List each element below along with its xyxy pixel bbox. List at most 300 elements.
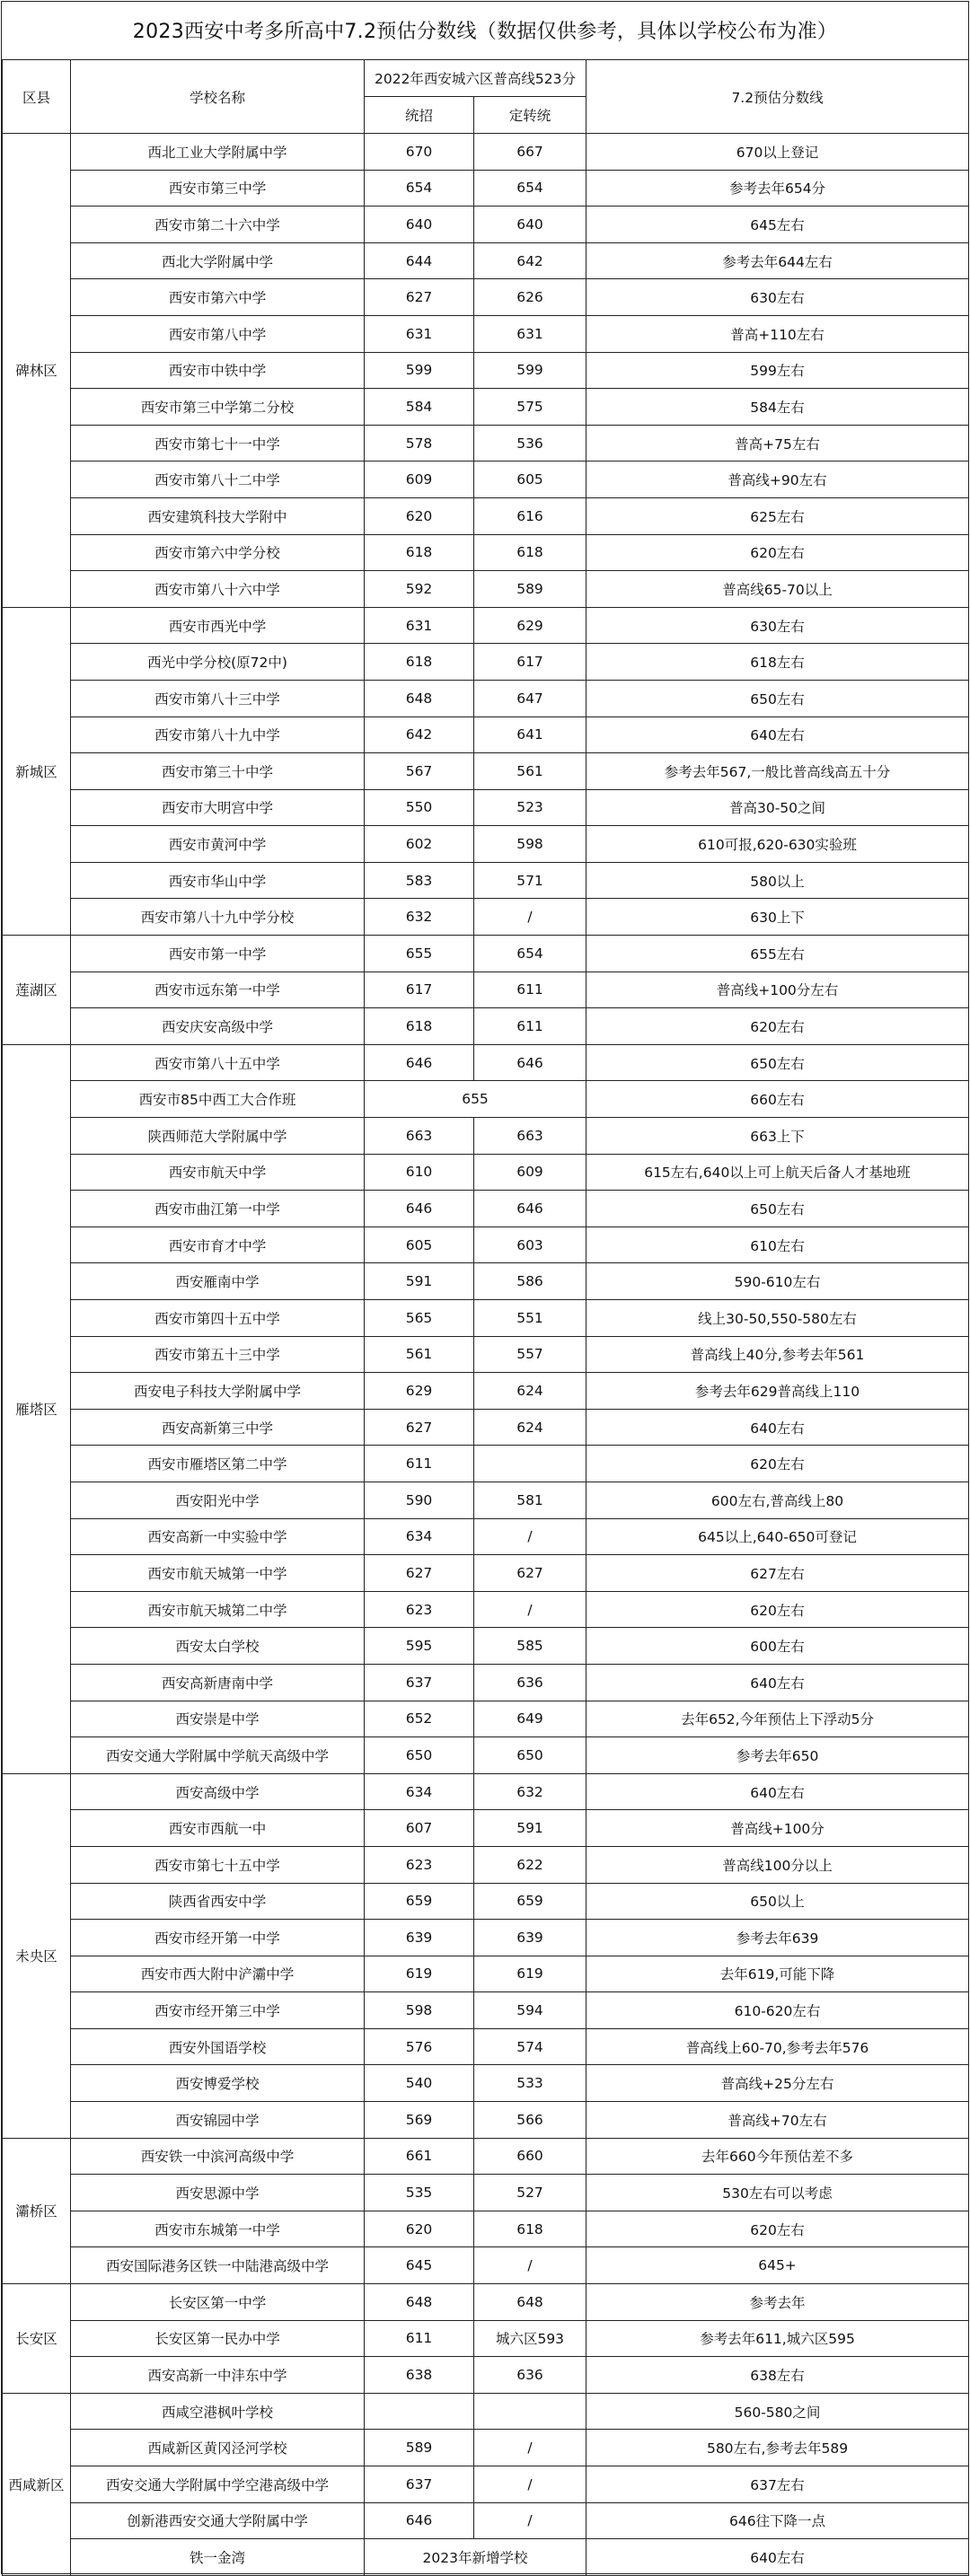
table-row: [3, 2175, 969, 2211]
dingzhuantong-score-cell: 594: [474, 1992, 586, 2029]
school-name-cell: 西安市第三十中学: [71, 753, 365, 790]
tongzhao-score-cell: 645: [365, 2247, 474, 2284]
header-estimate: 7.2预估分数线: [586, 60, 969, 134]
school-name-cell: 西安市航天城第二中学: [71, 1591, 365, 1628]
school-name-cell: 西安市第八中学: [71, 315, 365, 352]
tongzhao-score-cell: 632: [365, 899, 474, 936]
tongzhao-score-cell: 619: [365, 1956, 474, 1992]
dingzhuantong-score-cell: 618: [474, 2211, 586, 2247]
school-name-cell: 西北工业大学附属中学: [71, 134, 365, 171]
table-row: [3, 2393, 969, 2430]
tongzhao-score-cell: 638: [365, 2357, 474, 2394]
school-name-cell: 西安市第七十五中学: [71, 1846, 365, 1883]
dingzhuantong-score-cell: 611: [474, 1008, 586, 1045]
tongzhao-score-cell: 655: [365, 936, 474, 972]
estimate-cell: 645+: [586, 2247, 969, 2284]
tongzhao-score-cell: 589: [365, 2430, 474, 2466]
tongzhao-score-cell: 611: [365, 2320, 474, 2357]
tongzhao-score-cell: 646: [365, 2502, 474, 2539]
dingzhuantong-score-cell: 624: [474, 1373, 586, 1410]
tongzhao-score-cell: 618: [365, 534, 474, 571]
dingzhuantong-score-cell: 641: [474, 717, 586, 753]
tongzhao-score-cell: 627: [365, 279, 474, 316]
school-name-cell: 西北大学附属中学: [71, 242, 365, 279]
merged-score-cell: 2023年新增学校: [365, 2539, 586, 2576]
tongzhao-score-cell: 583: [365, 862, 474, 899]
school-name-cell: 长安区第一民办中学: [71, 2320, 365, 2357]
dingzhuantong-score-cell: 603: [474, 1226, 586, 1263]
table-row: [3, 315, 969, 352]
estimate-cell: 640左右: [586, 1409, 969, 1446]
tongzhao-score-cell: 623: [365, 1591, 474, 1628]
estimate-cell: 普高线+90左右: [586, 462, 969, 498]
tongzhao-score-cell: 650: [365, 1737, 474, 1774]
estimate-cell: 620左右: [586, 534, 969, 571]
school-name-cell: 西安市东城第一中学: [71, 2211, 365, 2247]
tongzhao-score-cell: 634: [365, 1773, 474, 1810]
school-name-cell: 西安市第四十五中学: [71, 1300, 365, 1337]
table-row: [3, 1883, 969, 1920]
school-name-cell: 西安市经开第一中学: [71, 1920, 365, 1956]
district-cell: 碑林区: [3, 134, 71, 608]
table-row: [3, 2065, 969, 2102]
estimate-cell: 参考去年629普高线上110: [586, 1373, 969, 1410]
tongzhao-score-cell: 631: [365, 315, 474, 352]
table-row: [3, 1628, 969, 1665]
tongzhao-score-cell: 602: [365, 826, 474, 863]
estimate-cell: 620左右: [586, 2211, 969, 2247]
estimate-cell: 650左右: [586, 1044, 969, 1081]
school-name-cell: 西安市第八十二中学: [71, 462, 365, 498]
table-row: [3, 2284, 969, 2321]
dingzhuantong-score-cell: 667: [474, 134, 586, 171]
tongzhao-score-cell: 627: [365, 1555, 474, 1592]
table-row: [3, 1773, 969, 1810]
dingzhuantong-score-cell: 646: [474, 1191, 586, 1227]
tongzhao-score-cell: 648: [365, 2284, 474, 2321]
estimate-cell: 640左右: [586, 2539, 969, 2576]
dingzhuantong-score-cell: 586: [474, 1263, 586, 1300]
school-name-cell: 西安市大明宫中学: [71, 789, 365, 826]
tongzhao-score-cell: 648: [365, 680, 474, 717]
school-name-cell: 西安市曲江第一中学: [71, 1191, 365, 1227]
estimate-cell: 627左右: [586, 1555, 969, 1592]
dingzhuantong-score-cell: 632: [474, 1773, 586, 1810]
table-row: [3, 1920, 969, 1956]
tongzhao-score-cell: 590: [365, 1481, 474, 1518]
table-row: [3, 2028, 969, 2065]
dingzhuantong-score-cell: /: [474, 2247, 586, 2284]
table-row: [3, 971, 969, 1008]
school-name-cell: 西安市第一中学: [71, 936, 365, 972]
tongzhao-score-cell: 642: [365, 717, 474, 753]
table-row: [3, 2211, 969, 2247]
dingzhuantong-score-cell: /: [474, 1518, 586, 1555]
school-name-cell: 西安市西大附中浐灞中学: [71, 1956, 365, 1992]
dingzhuantong-score-cell: 640: [474, 207, 586, 243]
school-name-cell: 西安市第三中学第二分校: [71, 389, 365, 426]
dingzhuantong-score-cell: 622: [474, 1846, 586, 1883]
table-row: [3, 789, 969, 826]
tongzhao-score-cell: 639: [365, 1920, 474, 1956]
school-name-cell: 长安区第一中学: [71, 2284, 365, 2321]
estimate-cell: 600左右: [586, 1628, 969, 1665]
table-row: [3, 2466, 969, 2503]
dingzhuantong-score-cell: 654: [474, 936, 586, 972]
dingzhuantong-score-cell: 659: [474, 1883, 586, 1920]
school-name-cell: 西安市第三中学: [71, 170, 365, 207]
school-name-cell: 陕西师范大学附属中学: [71, 1118, 365, 1155]
estimate-cell: 普高线+25分左右: [586, 2065, 969, 2102]
tongzhao-score-cell: 646: [365, 1044, 474, 1081]
school-name-cell: 西安市中铁中学: [71, 352, 365, 389]
estimate-cell: 普高线上60-70,参考去年576: [586, 2028, 969, 2065]
table-row: [3, 462, 969, 498]
estimate-cell: 580左右,参考去年589: [586, 2430, 969, 2466]
tongzhao-score-cell: 646: [365, 1191, 474, 1227]
table-row: [3, 571, 969, 608]
dingzhuantong-score-cell: 647: [474, 680, 586, 717]
tongzhao-score-cell: 654: [365, 170, 474, 207]
dingzhuantong-score-cell: 561: [474, 753, 586, 790]
school-name-cell: 西安市航天中学: [71, 1154, 365, 1191]
tongzhao-score-cell: 584: [365, 389, 474, 426]
table-row: [3, 2138, 969, 2175]
table-row: [3, 1481, 969, 1518]
table-row: [3, 170, 969, 207]
tongzhao-score-cell: 629: [365, 1373, 474, 1410]
dingzhuantong-score-cell: 605: [474, 462, 586, 498]
estimate-cell: 640左右: [586, 1664, 969, 1701]
table-row: [3, 1044, 969, 1081]
tongzhao-score-cell: 652: [365, 1701, 474, 1737]
estimate-cell: 610-620左右: [586, 1992, 969, 2029]
table-row: [3, 1992, 969, 2029]
table-row: [3, 1081, 969, 1118]
table-row: [3, 717, 969, 753]
table-row: [3, 753, 969, 790]
estimate-cell: 638左右: [586, 2357, 969, 2394]
school-name-cell: 西安阳光中学: [71, 1481, 365, 1518]
tongzhao-score-cell: 567: [365, 753, 474, 790]
dingzhuantong-score-cell: 631: [474, 315, 586, 352]
school-name-cell: 西安博爱学校: [71, 2065, 365, 2102]
estimate-cell: 参考去年611,城六区595: [586, 2320, 969, 2357]
school-name-cell: 西安市第六中学: [71, 279, 365, 316]
dingzhuantong-score-cell: /: [474, 2466, 586, 2503]
school-name-cell: 西安市华山中学: [71, 862, 365, 899]
estimate-cell: 参考去年567,一般比普高线高五十分: [586, 753, 969, 790]
estimate-cell: 去年652,今年预估上下浮动5分: [586, 1701, 969, 1737]
tongzhao-score-cell: 576: [365, 2028, 474, 2065]
estimate-cell: 663上下: [586, 1118, 969, 1155]
table-row: [3, 497, 969, 534]
estimate-cell: 普高线+100分: [586, 1810, 969, 1847]
table-row: [3, 1591, 969, 1628]
tongzhao-score-cell: 644: [365, 242, 474, 279]
table-row: [3, 352, 969, 389]
table-row: [3, 1336, 969, 1373]
dingzhuantong-score-cell: 616: [474, 497, 586, 534]
tongzhao-score-cell: 627: [365, 1409, 474, 1446]
table-row: [3, 2102, 969, 2139]
header-tongzhao: 统招: [365, 97, 474, 134]
school-name-cell: 西安高新一中沣东中学: [71, 2357, 365, 2394]
dingzhuantong-score-cell: 627: [474, 1555, 586, 1592]
table-row: [3, 1956, 969, 1992]
estimate-cell: 普高线+100分左右: [586, 971, 969, 1008]
school-name-cell: 西安市第二十六中学: [71, 207, 365, 243]
dingzhuantong-score-cell: 660: [474, 2138, 586, 2175]
dingzhuantong-score-cell: 551: [474, 1300, 586, 1337]
tongzhao-score-cell: 611: [365, 1446, 474, 1482]
estimate-cell: 620左右: [586, 1008, 969, 1045]
estimate-cell: 660左右: [586, 1081, 969, 1118]
table-row: [3, 2430, 969, 2466]
school-name-cell: 西安市育才中学: [71, 1226, 365, 1263]
tongzhao-score-cell: 592: [365, 571, 474, 608]
table-row: [3, 207, 969, 243]
estimate-cell: 普高线100分以上: [586, 1846, 969, 1883]
table-row: [3, 425, 969, 462]
table-row: [3, 1664, 969, 1701]
tongzhao-score-cell: 609: [365, 462, 474, 498]
table-row: [3, 134, 969, 171]
estimate-cell: 去年619,可能下降: [586, 1956, 969, 1992]
dingzhuantong-score-cell: 609: [474, 1154, 586, 1191]
estimate-cell: 580以上: [586, 862, 969, 899]
tongzhao-score-cell: 670: [365, 134, 474, 171]
tongzhao-score-cell: 561: [365, 1336, 474, 1373]
dingzhuantong-score-cell: 598: [474, 826, 586, 863]
dingzhuantong-score-cell: 523: [474, 789, 586, 826]
dingzhuantong-score-cell: 571: [474, 862, 586, 899]
school-name-cell: 西安市第八十六中学: [71, 571, 365, 608]
school-name-cell: 西安铁一中滨河高级中学: [71, 2138, 365, 2175]
table-row: [3, 680, 969, 717]
district-cell: 未央区: [3, 1773, 71, 2138]
school-name-cell: 创新港西安交通大学附属中学: [71, 2502, 365, 2539]
estimate-cell: 530左右可以考虑: [586, 2175, 969, 2211]
dingzhuantong-score-cell: 646: [474, 1044, 586, 1081]
dingzhuantong-score-cell: [474, 1446, 586, 1482]
dingzhuantong-score-cell: 648: [474, 2284, 586, 2321]
header-year-group: 2022年西安城六区普高线523分: [365, 60, 586, 97]
estimate-cell: 610可报,620-630实验班: [586, 826, 969, 863]
tongzhao-score-cell: 599: [365, 352, 474, 389]
dingzhuantong-score-cell: 585: [474, 1628, 586, 1665]
school-name-cell: 西安交通大学附属中学航天高级中学: [71, 1737, 365, 1774]
dingzhuantong-score-cell: 649: [474, 1701, 586, 1737]
school-name-cell: 陕西省西安中学: [71, 1883, 365, 1920]
estimate-cell: 线上30-50,550-580左右: [586, 1300, 969, 1337]
tongzhao-score-cell: 569: [365, 2102, 474, 2139]
dingzhuantong-score-cell: [474, 2393, 586, 2430]
school-name-cell: 西安高新唐南中学: [71, 1664, 365, 1701]
table-row: [3, 2502, 969, 2539]
school-name-cell: 西安庆安高级中学: [71, 1008, 365, 1045]
school-name-cell: 西安锦园中学: [71, 2102, 365, 2139]
tongzhao-score-cell: 634: [365, 1518, 474, 1555]
dingzhuantong-score-cell: /: [474, 2430, 586, 2466]
dingzhuantong-score-cell: 650: [474, 1737, 586, 1774]
school-name-cell: 西咸新区黄冈泾河学校: [71, 2430, 365, 2466]
school-name-cell: 西安市第五十三中学: [71, 1336, 365, 1373]
dingzhuantong-score-cell: 636: [474, 1664, 586, 1701]
tongzhao-score-cell: 637: [365, 1664, 474, 1701]
dingzhuantong-score-cell: 城六区593: [474, 2320, 586, 2357]
table-row: [3, 242, 969, 279]
tongzhao-score-cell: 617: [365, 971, 474, 1008]
tongzhao-score-cell: 540: [365, 2065, 474, 2102]
estimate-cell: 普高线65-70以上: [586, 571, 969, 608]
dingzhuantong-score-cell: 611: [474, 971, 586, 1008]
school-name-cell: 西安国际港务区铁一中陆港高级中学: [71, 2247, 365, 2284]
table-row: [3, 862, 969, 899]
dingzhuantong-score-cell: /: [474, 1591, 586, 1628]
dingzhuantong-score-cell: 581: [474, 1481, 586, 1518]
school-name-cell: 西安建筑科技大学附中: [71, 497, 365, 534]
dingzhuantong-score-cell: 591: [474, 1810, 586, 1847]
dingzhuantong-score-cell: 642: [474, 242, 586, 279]
school-name-cell: 西安市第八十九中学分校: [71, 899, 365, 936]
dingzhuantong-score-cell: 533: [474, 2065, 586, 2102]
table-row: [3, 826, 969, 863]
school-name-cell: 西安太白学校: [71, 1628, 365, 1665]
table-row: [3, 1737, 969, 1774]
school-name-cell: 西安市雁塔区第二中学: [71, 1446, 365, 1482]
table-row: [3, 1118, 969, 1155]
estimate-cell: 637左右: [586, 2466, 969, 2503]
tongzhao-score-cell: 595: [365, 1628, 474, 1665]
estimate-cell: 618左右: [586, 644, 969, 681]
tongzhao-score-cell: 640: [365, 207, 474, 243]
tongzhao-score-cell: 535: [365, 2175, 474, 2211]
estimate-cell: 645左右: [586, 207, 969, 243]
school-name-cell: 西安高新第三中学: [71, 1409, 365, 1446]
estimate-cell: 650以上: [586, 1883, 969, 1920]
table-row: [3, 2320, 969, 2357]
table-row: [3, 534, 969, 571]
school-name-cell: 铁一金湾: [71, 2539, 365, 2576]
estimate-cell: 普高+110左右: [586, 315, 969, 352]
tongzhao-score-cell: 598: [365, 1992, 474, 2029]
table-row: [3, 1810, 969, 1847]
tongzhao-score-cell: 659: [365, 1883, 474, 1920]
estimate-cell: 参考去年654分: [586, 170, 969, 207]
tongzhao-score-cell: 637: [365, 2466, 474, 2503]
table-row: [3, 899, 969, 936]
district-cell: 莲湖区: [3, 936, 71, 1045]
estimate-cell: 620左右: [586, 1591, 969, 1628]
estimate-cell: 650左右: [586, 680, 969, 717]
table-row: [3, 2539, 969, 2576]
estimate-cell: 630左右: [586, 279, 969, 316]
estimate-cell: 640左右: [586, 1773, 969, 1810]
school-name-cell: 西安市航天城第一中学: [71, 1555, 365, 1592]
table-row: [3, 2247, 969, 2284]
estimate-cell: 625左右: [586, 497, 969, 534]
dingzhuantong-score-cell: 663: [474, 1118, 586, 1155]
estimate-cell: 600左右,普高线上80: [586, 1481, 969, 1518]
dingzhuantong-score-cell: 589: [474, 571, 586, 608]
school-name-cell: 西安市第七十一中学: [71, 425, 365, 462]
estimate-cell: 普高线+70左右: [586, 2102, 969, 2139]
merged-score-cell: 655: [365, 1081, 586, 1118]
estimate-cell: 普高线上40分,参考去年561: [586, 1336, 969, 1373]
dingzhuantong-score-cell: 527: [474, 2175, 586, 2211]
estimate-cell: 615左右,640以上可上航天后备人才基地班: [586, 1154, 969, 1191]
estimate-cell: 630上下: [586, 899, 969, 936]
school-name-cell: 西安市经开第三中学: [71, 1992, 365, 2029]
table-row: [3, 279, 969, 316]
estimate-cell: 参考去年: [586, 2284, 969, 2321]
estimate-cell: 640左右: [586, 717, 969, 753]
tongzhao-score-cell: 565: [365, 1300, 474, 1337]
tongzhao-score-cell: 661: [365, 2138, 474, 2175]
dingzhuantong-score-cell: 574: [474, 2028, 586, 2065]
district-cell: 长安区: [3, 2284, 71, 2394]
dingzhuantong-score-cell: 557: [474, 1336, 586, 1373]
table-row: [3, 607, 969, 644]
tongzhao-score-cell: 623: [365, 1846, 474, 1883]
estimate-cell: 584左右: [586, 389, 969, 426]
school-name-cell: 西光中学分校(原72中): [71, 644, 365, 681]
school-name-cell: 西安高级中学: [71, 1773, 365, 1810]
dingzhuantong-score-cell: 654: [474, 170, 586, 207]
school-name-cell: 西安雁南中学: [71, 1263, 365, 1300]
dingzhuantong-score-cell: 617: [474, 644, 586, 681]
table-row: [3, 389, 969, 426]
table-row: [3, 1373, 969, 1410]
estimate-cell: 645以上,640-650可登记: [586, 1518, 969, 1555]
tongzhao-score-cell: 618: [365, 644, 474, 681]
estimate-cell: 655左右: [586, 936, 969, 972]
estimate-cell: 590-610左右: [586, 1263, 969, 1300]
table-row: [3, 1226, 969, 1263]
tongzhao-score-cell: 631: [365, 607, 474, 644]
table-row: [3, 1555, 969, 1592]
estimate-cell: 参考去年650: [586, 1737, 969, 1774]
school-name-cell: 西安市远东第一中学: [71, 971, 365, 1008]
table-row: [3, 1154, 969, 1191]
estimate-cell: 620左右: [586, 1446, 969, 1482]
table-row: [3, 1263, 969, 1300]
estimate-cell: 560-580之间: [586, 2393, 969, 2430]
dingzhuantong-score-cell: 636: [474, 2357, 586, 2394]
district-cell: 西咸新区: [3, 2393, 71, 2575]
dingzhuantong-score-cell: 629: [474, 607, 586, 644]
estimate-cell: 普高30-50之间: [586, 789, 969, 826]
table-row: [3, 2357, 969, 2394]
dingzhuantong-score-cell: 599: [474, 352, 586, 389]
table-row: [3, 1191, 969, 1227]
estimate-cell: 670以上登记: [586, 134, 969, 171]
estimate-cell: 599左右: [586, 352, 969, 389]
dingzhuantong-score-cell: 624: [474, 1409, 586, 1446]
school-name-cell: 西安市第八十五中学: [71, 1044, 365, 1081]
dingzhuantong-score-cell: /: [474, 2502, 586, 2539]
school-name-cell: 西安市第八十三中学: [71, 680, 365, 717]
table-row: [3, 1701, 969, 1737]
school-name-cell: 西咸空港枫叶学校: [71, 2393, 365, 2430]
dingzhuantong-score-cell: 575: [474, 389, 586, 426]
table-row: [3, 1008, 969, 1045]
tongzhao-score-cell: 591: [365, 1263, 474, 1300]
dingzhuantong-score-cell: 626: [474, 279, 586, 316]
tongzhao-score-cell: 620: [365, 497, 474, 534]
tongzhao-score-cell: 610: [365, 1154, 474, 1191]
